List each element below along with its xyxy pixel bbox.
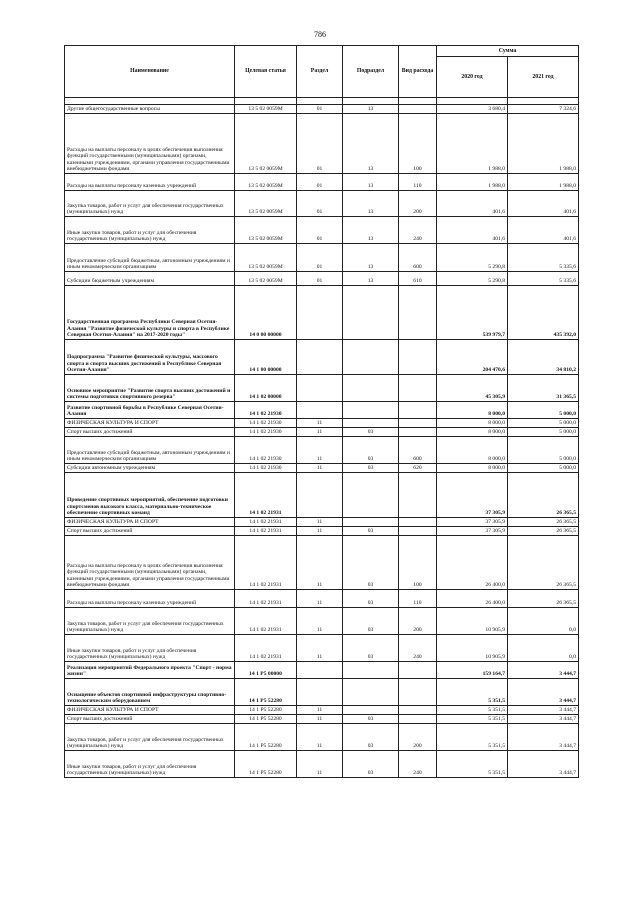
cell-2020: 5 351,5 bbox=[437, 715, 508, 724]
cell-2021: 401,6 bbox=[508, 191, 579, 217]
cell-subsection bbox=[343, 518, 399, 527]
cell-2020: 401,6 bbox=[437, 191, 508, 217]
cell-2021: 26 365,5 bbox=[508, 527, 579, 536]
cell-target: 14 1 02 21931 bbox=[235, 518, 297, 527]
header-section: Раздел bbox=[297, 46, 343, 98]
cell-target: 13 5 02 0059М bbox=[235, 191, 297, 217]
cell-expense-type bbox=[399, 706, 437, 715]
cell-2021: 3 444,7 bbox=[508, 662, 579, 679]
cell-target: 14 1 P5 52280 bbox=[235, 715, 297, 724]
cell-target: 14 1 P5 52280 bbox=[235, 706, 297, 715]
cell-section: 01 bbox=[297, 191, 343, 217]
cell-target: 13 5 02 0059М bbox=[235, 244, 297, 272]
cell-section: 11 bbox=[297, 464, 343, 473]
cell-2020: 26 400,0 bbox=[437, 590, 508, 608]
table-row bbox=[65, 635, 579, 662]
cell-2021: 26 365,5 bbox=[508, 536, 579, 590]
cell-name: Иные закупки товаров, работ и услуг для обеспечения государственных (муниципальных) нужд bbox=[65, 217, 235, 244]
cell-2021: 1 988,0 bbox=[508, 114, 579, 174]
cell-expense-type: 240 bbox=[399, 635, 437, 662]
cell-name: Проведение спортивных мероприятий, обеспечение подготовки спортсменов высокого класса, материально-техническое обеспечение спортивных команд bbox=[65, 473, 235, 518]
cell-target: 13 5 02 0059М bbox=[235, 217, 297, 244]
cell-section: 11 bbox=[297, 437, 343, 464]
cell-subsection bbox=[343, 662, 399, 679]
cell-subsection: 03 bbox=[343, 608, 399, 635]
cell-section: 11 bbox=[297, 590, 343, 608]
cell-section: 01 bbox=[297, 174, 343, 191]
cell-2021: 5 000,0 bbox=[508, 428, 579, 437]
cell-2021: 26 365,5 bbox=[508, 518, 579, 527]
cell-name: Реализация мероприятий Федерального проекта "Спорт - норма жизни" bbox=[65, 662, 235, 679]
cell-expense-type bbox=[399, 518, 437, 527]
cell-2021: 3 444,7 bbox=[508, 724, 579, 751]
page-number: 786 bbox=[314, 30, 326, 39]
cell-expense-type bbox=[399, 286, 437, 340]
table-row bbox=[65, 174, 579, 191]
cell-2021: 1 988,0 bbox=[508, 174, 579, 191]
cell-expense-type: 610 bbox=[399, 272, 437, 286]
cell-2021: 3 444,7 bbox=[508, 679, 579, 706]
cell-2020: 10 905,9 bbox=[437, 635, 508, 662]
cell-2021: 3 444,7 bbox=[508, 706, 579, 715]
cell-section bbox=[297, 679, 343, 706]
cell-2020: 5 351,5 bbox=[437, 751, 508, 778]
cell-subsection: 03 bbox=[343, 536, 399, 590]
cell-2020: 8 000,0 bbox=[437, 402, 508, 419]
cell-name: Иные закупки товаров, работ и услуг для обеспечения государственных (муниципальных) нужд bbox=[65, 635, 235, 662]
cell-name: Подпрограмма "Развитие физической культуры, массового спорта и спорта высших достижений в Республике Северная Осетия-Алания" bbox=[65, 340, 235, 375]
table-row bbox=[65, 419, 579, 428]
table-row bbox=[65, 473, 579, 518]
cell-expense-type: 100 bbox=[399, 536, 437, 590]
cell-expense-type: 600 bbox=[399, 244, 437, 272]
cell-2020: 5 351,5 bbox=[437, 706, 508, 715]
cell-2021: 7 324,6 bbox=[508, 105, 579, 114]
cell-expense-type: 600 bbox=[399, 437, 437, 464]
cell-section bbox=[297, 375, 343, 402]
cell-name: Другие общегосударственные вопросы bbox=[65, 105, 235, 114]
cell-2020: 10 905,9 bbox=[437, 608, 508, 635]
cell-2021: 5 000,0 bbox=[508, 419, 579, 428]
cell-2020: 5 290,8 bbox=[437, 272, 508, 286]
cell-section: 11 bbox=[297, 536, 343, 590]
cell-subsection: 13 bbox=[343, 191, 399, 217]
cell-name: Иные закупки товаров, работ и услуг для обеспечения государственных (муниципальных) нужд bbox=[65, 751, 235, 778]
cell-name: Спорт высших достижений bbox=[65, 527, 235, 536]
cell-target: 14 1 P5 52280 bbox=[235, 679, 297, 706]
cell-name: Спорт высших достижений bbox=[65, 428, 235, 437]
table-body bbox=[65, 105, 579, 778]
cell-section bbox=[297, 473, 343, 518]
cell-expense-type: 620 bbox=[399, 464, 437, 473]
cell-expense-type bbox=[399, 527, 437, 536]
budget-table bbox=[64, 45, 579, 778]
cell-target: 14 1 02 21931 bbox=[235, 590, 297, 608]
table-row bbox=[65, 286, 579, 340]
cell-expense-type: 110 bbox=[399, 174, 437, 191]
cell-name: Закупка товаров, работ и услуг для обеспечения государственных (муниципальных) нужд bbox=[65, 724, 235, 751]
header-year-2020: 2020 год bbox=[437, 57, 508, 98]
cell-subsection bbox=[343, 419, 399, 428]
cell-name: Закупка товаров, работ и услуг для обеспечения государственных (муниципальных) нужд bbox=[65, 608, 235, 635]
cell-subsection bbox=[343, 679, 399, 706]
cell-target: 14 1 P5 52280 bbox=[235, 751, 297, 778]
cell-subsection: 03 bbox=[343, 715, 399, 724]
table-row bbox=[65, 662, 579, 679]
cell-name: Основное мероприятие "Развитие спорта высших достижений и системы подготовки спортивного резерва" bbox=[65, 375, 235, 402]
cell-target: 14 1 02 00000 bbox=[235, 375, 297, 402]
cell-2020: 37 305,9 bbox=[437, 527, 508, 536]
cell-section bbox=[297, 402, 343, 419]
table-row bbox=[65, 191, 579, 217]
cell-section: 11 bbox=[297, 724, 343, 751]
cell-section bbox=[297, 286, 343, 340]
cell-section: 01 bbox=[297, 272, 343, 286]
cell-name: Расходы на выплаты персоналу в целях обеспечения выполнения функций государственными (муниципальными) органами, казенными учреждениями, органами управления государственными внебюджетными фондами bbox=[65, 114, 235, 174]
cell-target: 14 1 02 21931 bbox=[235, 527, 297, 536]
cell-name: ФИЗИЧЕСКАЯ КУЛЬТУРА И СПОРТ bbox=[65, 518, 235, 527]
cell-subsection: 13 bbox=[343, 174, 399, 191]
cell-subsection bbox=[343, 286, 399, 340]
cell-subsection: 03 bbox=[343, 724, 399, 751]
cell-subsection: 13 bbox=[343, 217, 399, 244]
cell-2021: 5 000,0 bbox=[508, 437, 579, 464]
cell-section: 11 bbox=[297, 751, 343, 778]
cell-2021: 0,0 bbox=[508, 608, 579, 635]
cell-2020: 8 000,0 bbox=[437, 437, 508, 464]
table-row bbox=[65, 428, 579, 437]
cell-section: 11 bbox=[297, 527, 343, 536]
cell-section: 11 bbox=[297, 419, 343, 428]
cell-target: 14 1 P5 52280 bbox=[235, 724, 297, 751]
column-number-row bbox=[65, 98, 579, 105]
cell-target: 14 1 02 21931 bbox=[235, 608, 297, 635]
cell-subsection: 03 bbox=[343, 464, 399, 473]
cell-target: 14 0 00 00000 bbox=[235, 286, 297, 340]
cell-target: 14 1 00 00000 bbox=[235, 340, 297, 375]
cell-section: 01 bbox=[297, 105, 343, 114]
cell-expense-type bbox=[399, 679, 437, 706]
cell-expense-type bbox=[399, 419, 437, 428]
header-year-2021: 2021 год bbox=[508, 57, 579, 98]
cell-target: 14 1 02 21930 bbox=[235, 402, 297, 419]
header-sum: Сумма bbox=[437, 46, 579, 57]
table-row bbox=[65, 340, 579, 375]
header-expense-type: Вид расхода bbox=[399, 46, 437, 98]
cell-2021: 34 810,2 bbox=[508, 340, 579, 375]
cell-subsection bbox=[343, 402, 399, 419]
cell-target: 13 5 02 0059М bbox=[235, 174, 297, 191]
cell-target: 13 5 02 0059М bbox=[235, 114, 297, 174]
table-row bbox=[65, 590, 579, 608]
cell-2021: 26 365,5 bbox=[508, 473, 579, 518]
cell-target: 13 5 02 0059М bbox=[235, 105, 297, 114]
cell-name: Субсидии бюджетным учреждениям bbox=[65, 272, 235, 286]
cell-section: 11 bbox=[297, 518, 343, 527]
cell-2020: 26 400,0 bbox=[437, 536, 508, 590]
cell-section: 11 bbox=[297, 715, 343, 724]
cell-2020: 5 351,5 bbox=[437, 724, 508, 751]
cell-section: 01 bbox=[297, 244, 343, 272]
table-row bbox=[65, 715, 579, 724]
cell-expense-type bbox=[399, 662, 437, 679]
cell-subsection: 13 bbox=[343, 272, 399, 286]
cell-target: 14 1 02 21931 bbox=[235, 473, 297, 518]
cell-name: Предоставление субсидий бюджетным, автономным учреждениям и иным некоммерческим организациям bbox=[65, 244, 235, 272]
cell-2020: 3 680,4 bbox=[437, 105, 508, 114]
cell-subsection bbox=[343, 706, 399, 715]
cell-section: 01 bbox=[297, 217, 343, 244]
cell-target: 14 1 02 21931 bbox=[235, 635, 297, 662]
cell-section: 11 bbox=[297, 635, 343, 662]
cell-2021: 26 365,5 bbox=[508, 590, 579, 608]
cell-name: ФИЗИЧЕСКАЯ КУЛЬТУРА И СПОРТ bbox=[65, 706, 235, 715]
cell-subsection bbox=[343, 375, 399, 402]
table-row bbox=[65, 272, 579, 286]
cell-expense-type bbox=[399, 340, 437, 375]
table-row bbox=[65, 679, 579, 706]
cell-2021: 5 000,0 bbox=[508, 402, 579, 419]
cell-subsection bbox=[343, 340, 399, 375]
header-target: Целевая статья bbox=[235, 46, 297, 98]
cell-name: Расходы на выплаты персоналу казенных учреждений bbox=[65, 590, 235, 608]
table-row bbox=[65, 244, 579, 272]
cell-expense-type: 240 bbox=[399, 217, 437, 244]
cell-target: 14 1 02 21930 bbox=[235, 419, 297, 428]
cell-2020: 5 351,5 bbox=[437, 679, 508, 706]
table-row bbox=[65, 527, 579, 536]
cell-subsection bbox=[343, 473, 399, 518]
cell-name: Оснащение объектов спортивной инфраструктуры спортивно-технологическим оборудованием bbox=[65, 679, 235, 706]
table-row bbox=[65, 608, 579, 635]
cell-expense-type bbox=[399, 428, 437, 437]
cell-expense-type bbox=[399, 375, 437, 402]
table-row bbox=[65, 464, 579, 473]
cell-2021: 5 335,6 bbox=[508, 272, 579, 286]
cell-subsection: 03 bbox=[343, 428, 399, 437]
cell-subsection: 03 bbox=[343, 527, 399, 536]
cell-2021: 3 444,7 bbox=[508, 715, 579, 724]
cell-2021: 3 444,7 bbox=[508, 751, 579, 778]
cell-2020: 45 305,9 bbox=[437, 375, 508, 402]
cell-subsection: 13 bbox=[343, 244, 399, 272]
cell-expense-type bbox=[399, 402, 437, 419]
cell-subsection: 13 bbox=[343, 114, 399, 174]
cell-target: 13 5 02 0059М bbox=[235, 272, 297, 286]
cell-section bbox=[297, 662, 343, 679]
cell-expense-type: 200 bbox=[399, 191, 437, 217]
header-name: Наименование bbox=[65, 46, 235, 98]
cell-target: 14 1 02 21930 bbox=[235, 437, 297, 464]
cell-name: Субсидии автономным учреждениям bbox=[65, 464, 235, 473]
table-row bbox=[65, 375, 579, 402]
cell-2020: 8 000,0 bbox=[437, 464, 508, 473]
cell-section: 11 bbox=[297, 706, 343, 715]
cell-name: Расходы на выплаты персоналу казенных учреждений bbox=[65, 174, 235, 191]
cell-subsection: 03 bbox=[343, 635, 399, 662]
cell-target: 14 1 02 21930 bbox=[235, 464, 297, 473]
header-subsection: Подраздел bbox=[343, 46, 399, 98]
table-row bbox=[65, 536, 579, 590]
cell-2021: 5 000,0 bbox=[508, 464, 579, 473]
cell-name: Закупка товаров, работ и услуг для обеспечения государственных (муниципальных) нужд bbox=[65, 191, 235, 217]
cell-2020: 1 988,0 bbox=[437, 174, 508, 191]
cell-expense-type: 200 bbox=[399, 608, 437, 635]
cell-2020: 8 000,0 bbox=[437, 419, 508, 428]
cell-2020: 37 305,9 bbox=[437, 473, 508, 518]
table-row bbox=[65, 518, 579, 527]
cell-section: 11 bbox=[297, 608, 343, 635]
cell-2020: 204 470,6 bbox=[437, 340, 508, 375]
cell-2020: 159 164,7 bbox=[437, 662, 508, 679]
table-row bbox=[65, 402, 579, 419]
cell-2020: 401,6 bbox=[437, 217, 508, 244]
cell-subsection: 03 bbox=[343, 437, 399, 464]
cell-2020: 8 000,0 bbox=[437, 428, 508, 437]
cell-2020: 37 305,9 bbox=[437, 518, 508, 527]
cell-2021: 0,0 bbox=[508, 635, 579, 662]
cell-name: Спорт высших достижений bbox=[65, 715, 235, 724]
cell-expense-type: 200 bbox=[399, 724, 437, 751]
cell-expense-type bbox=[399, 715, 437, 724]
cell-expense-type: 240 bbox=[399, 751, 437, 778]
cell-2020: 5 290,8 bbox=[437, 244, 508, 272]
cell-2021: 31 365,5 bbox=[508, 375, 579, 402]
cell-subsection: 13 bbox=[343, 105, 399, 114]
cell-2021: 5 335,6 bbox=[508, 244, 579, 272]
cell-name: Государственная программа Республики Северная Осетия-Алания "Развитие физической культуры и спорта в Республике Северная Осетия-Алания" на 2017-2020 годы" bbox=[65, 286, 235, 340]
table-row bbox=[65, 105, 579, 114]
cell-section: 01 bbox=[297, 114, 343, 174]
cell-target: 14 1 02 21930 bbox=[235, 428, 297, 437]
cell-target: 14 1 P5 00000 bbox=[235, 662, 297, 679]
table-row bbox=[65, 437, 579, 464]
cell-2021: 435 392,0 bbox=[508, 286, 579, 340]
cell-subsection: 03 bbox=[343, 590, 399, 608]
table-row bbox=[65, 751, 579, 778]
cell-section bbox=[297, 340, 343, 375]
cell-target: 14 1 02 21931 bbox=[235, 536, 297, 590]
table-row bbox=[65, 724, 579, 751]
cell-2020: 1 988,0 bbox=[437, 114, 508, 174]
cell-2021: 401,6 bbox=[508, 217, 579, 244]
cell-expense-type bbox=[399, 105, 437, 114]
cell-expense-type: 100 bbox=[399, 114, 437, 174]
cell-2020: 539 979,7 bbox=[437, 286, 508, 340]
table-row bbox=[65, 217, 579, 244]
cell-expense-type bbox=[399, 473, 437, 518]
cell-name: Расходы на выплаты персоналу в целях обеспечения выполнения функций государственными (муниципальными) органами, казенными учреждениями, органами управления государственными внебюджетными фондами bbox=[65, 536, 235, 590]
cell-name: Развитие спортивной борьбы в Республике Северная Осетия-Алания bbox=[65, 402, 235, 419]
cell-subsection: 03 bbox=[343, 751, 399, 778]
cell-section: 11 bbox=[297, 428, 343, 437]
table-row bbox=[65, 706, 579, 715]
cell-name: Предоставление субсидий бюджетным, автономным учреждениям и иным некоммерческим организациям bbox=[65, 437, 235, 464]
cell-name: ФИЗИЧЕСКАЯ КУЛЬТУРА И СПОРТ bbox=[65, 419, 235, 428]
cell-expense-type: 110 bbox=[399, 590, 437, 608]
table-row bbox=[65, 114, 579, 174]
